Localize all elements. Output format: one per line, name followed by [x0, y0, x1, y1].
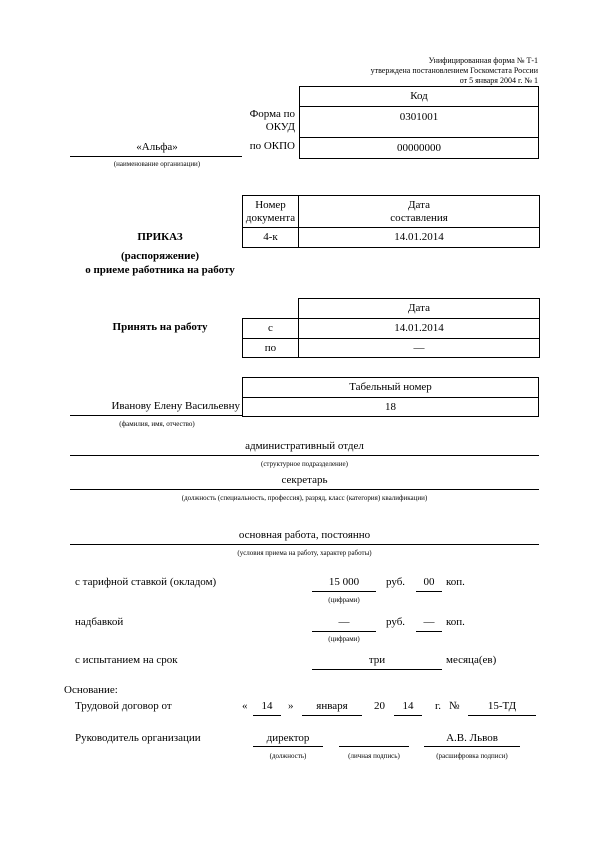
signature-name: А.В. Львов: [446, 732, 498, 744]
form-header: [371, 56, 538, 86]
department-value: административный отдел: [245, 440, 364, 452]
order-subject: о приеме работника на работу: [85, 264, 235, 276]
order-table: [242, 195, 540, 248]
signature-position-line: [253, 746, 323, 747]
codes-table: [299, 86, 539, 159]
conditions-line: [70, 544, 539, 545]
form-header-line-3: от 5 января 2004 г. № 1: [459, 76, 538, 85]
contract-year-prefix: 20: [374, 700, 385, 712]
order-subtitle: (распоряжение): [120, 250, 199, 262]
bonus-rub-line: [312, 631, 376, 632]
department-line: [70, 455, 539, 456]
bonus-rub-value: —: [338, 616, 350, 628]
okud-label: Форма по ОКУД: [249, 108, 295, 133]
okpo-value: 00000000: [300, 138, 539, 159]
hire-from-label: с: [243, 319, 299, 339]
organization-caption: (наименование организации): [113, 160, 201, 168]
salary-rub-line: [312, 591, 376, 592]
position-caption: (должность (специальность, профессия), разряд, класс (категория) квалификации): [181, 494, 428, 502]
salary-kop-line: [416, 591, 442, 592]
contract-number-sign: №: [449, 700, 460, 712]
okpo-label: по ОКПО: [249, 140, 295, 152]
basis-label: Основание:: [64, 684, 118, 696]
position-line: [70, 489, 539, 490]
bonus-rub-label: руб.: [386, 616, 406, 628]
contract-day: 14: [261, 700, 273, 712]
salary-rub-value: 15 000: [328, 576, 360, 588]
contract-number: 15-ТД: [487, 700, 517, 712]
bonus-kop-line: [416, 631, 442, 632]
code-header: Код: [300, 87, 539, 107]
contract-year-suffix: 14: [402, 700, 414, 712]
contract-month-line: [302, 715, 362, 716]
form-header-line-1: Унифицированная форма № Т-1: [428, 56, 538, 65]
organization-line: [70, 156, 242, 157]
employee-name: Иванову Елену Васильевну: [111, 400, 240, 412]
employee-name-line: [70, 415, 242, 416]
organization-name: «Альфа»: [136, 141, 178, 153]
bonus-label: надбавкой: [75, 616, 124, 628]
hire-to-value: —: [299, 339, 540, 358]
position-value: секретарь: [281, 474, 328, 486]
conditions-caption: (условия приема на работу, характер работы): [237, 549, 372, 557]
contract-quote-close: »: [288, 700, 294, 712]
signature-name-line: [424, 746, 520, 747]
signature-label: Руководитель организации: [75, 732, 201, 744]
order-number-header: Номер документа: [243, 196, 299, 228]
probation-label: с испытанием на срок: [75, 654, 178, 666]
contract-year-line: [394, 715, 422, 716]
form-header-line-2: утверждена постановлением Госкомстата России: [370, 66, 538, 75]
signature-decode-caption: (расшифровка подписи): [436, 752, 508, 760]
department-caption: (структурное подразделение): [260, 460, 348, 468]
salary-kop-value: 00: [423, 576, 435, 588]
contract-number-line: [468, 715, 536, 716]
contract-month: января: [316, 700, 348, 712]
bonus-kop-value: —: [423, 616, 435, 628]
signature-position: директор: [266, 732, 310, 744]
okud-value: 0301001: [300, 107, 539, 138]
order-date: 14.01.2014: [299, 228, 540, 248]
order-title: ПРИКАЗ: [137, 231, 183, 243]
order-date-header: Дата составления: [299, 196, 540, 228]
tab-number: 18: [243, 398, 539, 417]
bonus-digits-caption: (цифрами): [328, 635, 360, 643]
signature-sign-line: [339, 746, 409, 747]
contract-quote-open: «: [242, 700, 248, 712]
signature-sign-caption: (личная подпись): [348, 752, 400, 760]
probation-line: [312, 669, 442, 670]
order-number: 4-к: [243, 228, 299, 248]
contract-year-label: г.: [435, 700, 442, 712]
contract-label: Трудовой договор от: [75, 700, 172, 712]
hire-date-header: Дата: [299, 299, 540, 319]
hire-label: Принять на работу: [112, 321, 208, 333]
hire-from-value: 14.01.2014: [299, 319, 540, 339]
probation-unit: месяца(ев): [446, 654, 497, 666]
employee-name-caption: (фамилия, имя, отчество): [119, 420, 195, 428]
salary-label: с тарифной ставкой (окладом): [75, 576, 217, 588]
tab-number-header: Табельный номер: [243, 378, 539, 398]
conditions-value: основная работа, постоянно: [238, 529, 371, 541]
salary-rub-label: руб.: [386, 576, 406, 588]
salary-digits-caption: (цифрами): [328, 596, 360, 604]
contract-day-line: [253, 715, 281, 716]
bonus-kop-label: коп.: [446, 616, 465, 628]
hire-dates-table: [242, 298, 540, 358]
hire-to-label: по: [243, 339, 299, 358]
tab-number-table: [242, 377, 539, 417]
salary-kop-label: коп.: [446, 576, 465, 588]
signature-position-caption: (должность): [269, 752, 307, 760]
probation-value: три: [368, 654, 386, 666]
